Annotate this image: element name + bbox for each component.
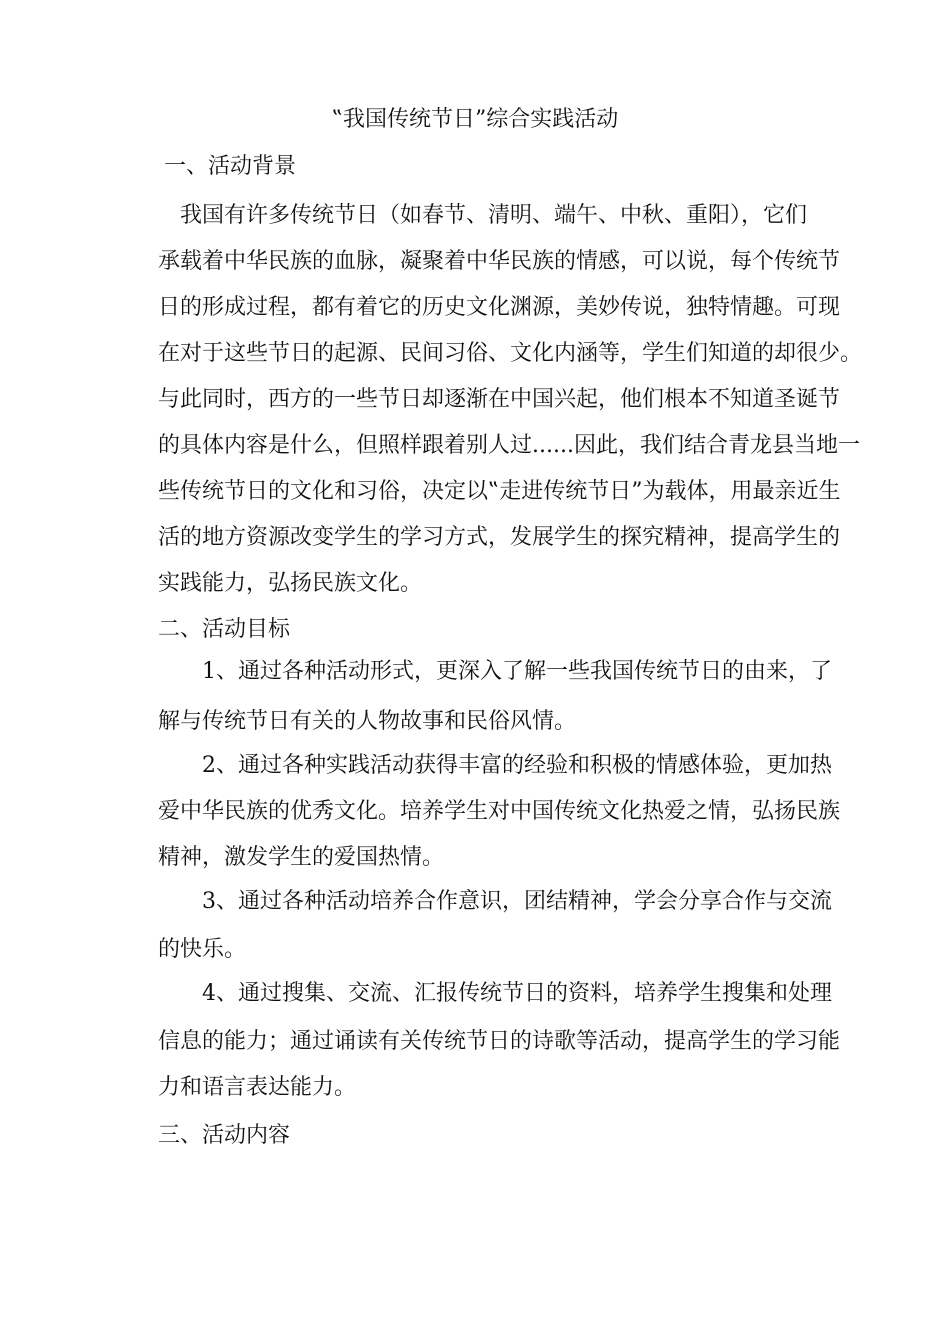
goal-line: 3、通过各种活动培养合作意识，团结精神，学会分享合作与交流 — [158, 889, 832, 914]
paragraph-line: 活的地方资源改变学生的学习方式，发展学生的探究精神，提高学生的 — [158, 525, 841, 550]
paragraph-line: 承载着中华民族的血脉，凝聚着中华民族的情感，可以说，每个传统节 — [158, 249, 841, 274]
goal-line: 信息的能力；通过诵读有关传统节日的诗歌等活动，提高学生的学习能 — [158, 1029, 841, 1054]
goal-line: 精神，激发学生的爱国热情。 — [158, 845, 445, 870]
goal-line: 2、通过各种实践活动获得丰富的经验和积极的情感体验，更加热 — [158, 753, 832, 778]
paragraph-line: 与此同时，西方的一些节日却逐渐在中国兴起，他们根本不知道圣诞节 — [158, 387, 841, 412]
paragraph-line: 日的形成过程，都有着它的历史文化渊源，美妙传说，独特情趣。可现 — [158, 295, 841, 320]
paragraph-line: 的具体内容是什么，但照样跟着别人过......因此，我们结合青龙县当地一 — [158, 433, 860, 458]
section-heading-content: 三、活动内容 — [158, 1123, 291, 1148]
document-title: ‟我国传统节日”综合实践活动 — [331, 107, 619, 132]
goal-line: 解与传统节日有关的人物故事和民俗风情。 — [158, 709, 577, 734]
goal-line: 4、通过搜集、交流、汇报传统节日的资料，培养学生搜集和处理 — [158, 981, 832, 1006]
goal-line: 的快乐。 — [158, 937, 247, 962]
section-heading-background: 一、活动背景 — [164, 154, 297, 179]
paragraph-line: 些传统节日的文化和习俗，决定以‟走进传统节日”为载体，用最亲近生 — [158, 479, 841, 504]
goal-line: 力和语言表达能力。 — [158, 1075, 357, 1100]
goal-line: 1、通过各种活动形式，更深入了解一些我国传统节日的由来，了 — [158, 659, 832, 684]
goal-line: 爱中华民族的优秀文化。培养学生对中国传统文化热爱之情，弘扬民族 — [158, 799, 841, 824]
paragraph-line: 我国有许多传统节日（如春节、清明、端午、中秋、重阳），它们 — [158, 203, 808, 228]
section-heading-goals: 二、活动目标 — [158, 617, 291, 642]
paragraph-line: 实践能力，弘扬民族文化。 — [158, 571, 423, 596]
paragraph-line: 在对于这些节日的起源、民间习俗、文化内涵等，学生们知道的却很少。 — [158, 341, 863, 366]
